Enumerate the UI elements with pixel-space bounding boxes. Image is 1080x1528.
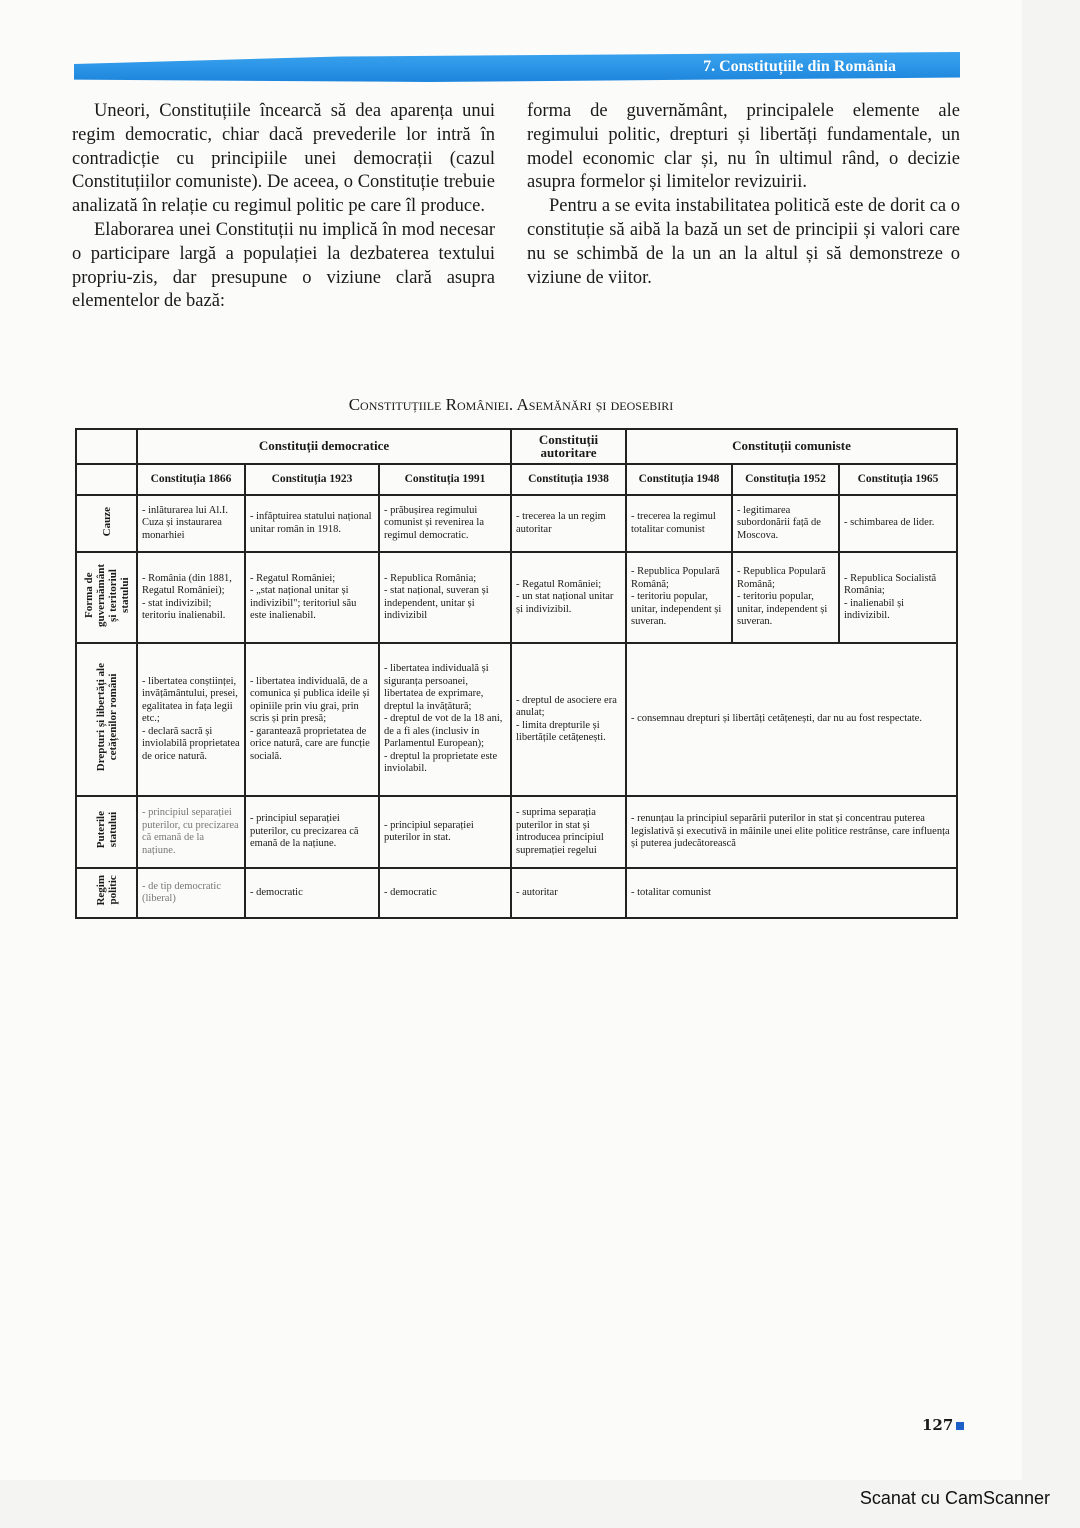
row-label — [76, 796, 137, 868]
group-header: Constituții democratice — [137, 429, 511, 464]
scanner-watermark: Scanat cu CamScanner — [859, 1488, 1050, 1508]
table-cell: - trecerea la un regim autoritar — [511, 495, 626, 552]
table-cell: - legitimarea subordonării față de Moscova. — [732, 495, 839, 552]
table-cell: - suprima separația puterilor in stat și introducea principiul supremației regelui — [511, 796, 626, 868]
column-header: Constituția 1948 — [626, 464, 732, 495]
square-marker-icon — [956, 1422, 964, 1430]
paragraph: forma de guvernământ, principalele elemente ale regimului politic, drepturi și libertăți fundamentale, un model economic clar și, nu în ultimul rând, o decizie asupra formelor și limitelor revizuirii. — [527, 101, 960, 193]
table-cell: - principiul separației puterilor in stat. — [379, 796, 511, 868]
column-header: Constituția 1952 — [732, 464, 839, 495]
table-cell: - Republica Populară Română; - teritoriu popular, unitar, independent și suveran. — [732, 552, 839, 643]
corner-cell — [76, 464, 137, 495]
table-title: Constituțiile României. Asemănări și deosebiri — [348, 395, 674, 414]
table-cell: - Regatul României; - „stat național unitar și indivizibil"; teritoriul său este inalienabil. — [245, 552, 379, 643]
table-cell: - dreptul de asociere era anulat; - limita drepturile și libertățile cetățenești. — [511, 643, 626, 796]
table-cell: - schimbarea de lider. — [839, 495, 957, 552]
row-label — [76, 495, 137, 552]
table-row — [76, 495, 957, 552]
table-cell: - prăbușirea regimului comunist și revenirea la regimul democratic. — [379, 495, 511, 552]
group-header: Constituții comuniste — [626, 429, 957, 464]
text-column-right — [527, 100, 960, 290]
table-cell: - Republica România; - stat național, suveran și independent, unitar și indivizibil — [379, 552, 511, 643]
chapter-title: 7. Constituțiile din România — [703, 58, 896, 75]
table-cell: - democratic — [379, 868, 511, 918]
row-label-text: Puterile statului — [94, 811, 119, 849]
table-cell: - democratic — [245, 868, 379, 918]
table-row — [76, 643, 957, 796]
table-cell: - libertatea individuală, de a comunica și publica ideile și opiniile prin viu grai, prin scris și prin presă; - garantează proprietatea de orice natură, care are funcție socială. — [245, 643, 379, 796]
table-cell: - principiul separației puterilor, cu precizarea că emană de la națiune. — [245, 796, 379, 868]
row-label-text: Forma de guvernământ și teritoriul statului — [82, 563, 131, 627]
table-row — [76, 552, 957, 643]
table-cell: - inlăturarea lui Al.I. Cuza și instaurarea monarhiei — [137, 495, 245, 552]
table-cell: - renunțau la principiul separării puterilor in stat și concentrau puterea legislativă și executivă in mâinile unei elite politice restrânse, care influența și puterea judecătorească — [626, 796, 957, 868]
row-label-text: Cauze — [100, 506, 113, 536]
row-label-text: Drepturi și libertăți ale cetățenilor români — [94, 663, 119, 772]
table-cell: - Republica Socialistă România; - inalienabil și indivizibil. — [839, 552, 957, 643]
column-header: Constituția 1991 — [379, 464, 511, 495]
table-cell: - totalitar comunist — [626, 868, 957, 918]
page-number-text: 127 — [922, 1416, 954, 1434]
row-label-text: Regim politic — [94, 875, 119, 907]
text-column-left — [72, 100, 495, 314]
table-cell: - Republica Populară Română; - teritoriu popular, unitar, independent și suveran. — [626, 552, 732, 643]
table-cell: - consemnau drepturi și libertăți cetățenești, dar nu au fost respectate. — [626, 643, 957, 796]
column-header: Constituția 1965 — [839, 464, 957, 495]
group-header: Constituții autoritare — [511, 429, 626, 464]
paragraph: Uneori, Constituțiile încearcă să dea aparența unui regim democratic, chiar dacă prevederile lor intră în contradicție cu principiile unei democrații (cazul Constituțiilor comuniste). De aceea, o Constituție trebuie analizată în relație cu regimul politic pe care îl produce. — [72, 101, 495, 217]
table-cell: - trecerea la regimul totalitar comunist — [626, 495, 732, 552]
table-row — [76, 868, 957, 918]
table-cell: - principiul separației puterilor, cu precizarea că emană de la națiune. — [137, 796, 245, 868]
row-label — [76, 643, 137, 796]
table-cell: - infăptuirea statului național unitar român in 1918. — [245, 495, 379, 552]
column-header: Constituția 1866 — [137, 464, 245, 495]
table-cell: - Regatul României; - un stat național unitar și indivizibil. — [511, 552, 626, 643]
corner-cell — [76, 429, 137, 464]
table-cell: - România (din 1881, Regatul României); - stat indivizibil; teritoriu inalienabil. — [137, 552, 245, 643]
table-cell: - autoritar — [511, 868, 626, 918]
column-header: Constituția 1923 — [245, 464, 379, 495]
row-label — [76, 552, 137, 643]
paragraph: Pentru a se evita instabilitatea politică este de dorit ca o constituție să aibă la bază un set de principii și valori care nu se schimbă de la un an la altul și să demonstreze o viziune de viitor. — [527, 196, 960, 288]
table-row — [76, 796, 957, 868]
table-cell: - libertatea individuală și siguranța persoanei, libertatea de exprimare, dreptul la invățătură; - dreptul de vot de la 18 ani, de a fi ales (inclusiv in Parlamentul European); - dreptul la proprietate este inviolabil. — [379, 643, 511, 796]
column-header: Constituția 1938 — [511, 464, 626, 495]
paragraph: Elaborarea unei Constituții nu implică în mod necesar o participare largă a populației la dezbaterea textului propriu-zis, dar presupune o viziune clară asupra elementelor de bază: — [72, 219, 495, 312]
constitutions-table — [75, 428, 958, 919]
table-cell: - de tip democratic (liberal) — [137, 868, 245, 918]
row-label — [76, 868, 137, 918]
page-number — [922, 1416, 964, 1434]
table-cell: - libertatea conștiinței, invățământului, presei, egalitatea in fața legii etc.; - declară sacră și inviolabilă proprietatea de orice natură. — [137, 643, 245, 796]
